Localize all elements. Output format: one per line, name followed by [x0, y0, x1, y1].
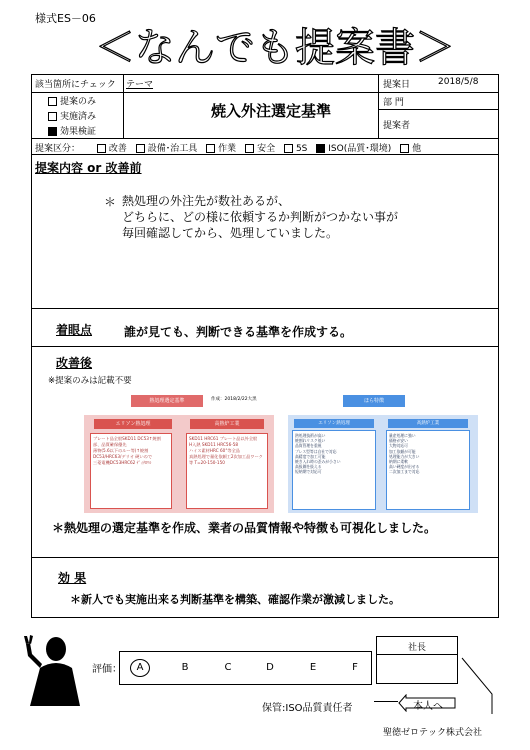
grade-d[interactable]: D [266, 662, 274, 673]
before-line: 毎回確認してから、処理していました。 [122, 226, 339, 240]
after-summary: ＊熱処理の選定基準を作成、業者の品質情報や特徴も可視化しました。 [52, 521, 437, 535]
category-work[interactable]: 作業 [206, 144, 236, 154]
after-note: ※提案のみは記載不要 [48, 376, 132, 386]
bullet-icon: ＊ [104, 195, 117, 209]
category-kaizen[interactable]: 改善 [97, 144, 127, 154]
checklist-item-implemented[interactable]: 実施済み [48, 109, 96, 122]
grade-f[interactable]: F [352, 662, 358, 673]
person-silhouette-icon [18, 634, 88, 706]
form-number: 様式ES－06 [35, 12, 96, 25]
col2-body: 量産処理に強い 価格が安い 大物対応可 加工依頼が可能 処理能力が大きい 納期に柔軟 高い硬度が出せる 二次加工まで対応 [386, 430, 470, 510]
col2-title: 高熱炉工業 [388, 419, 468, 428]
col2-body: SKD11 HRC61 プレート品以外全般 H入熱 SKD11 HRC56-58 ハイス素材HRC 60°等全品 真熱処理で量化依頼工2次加工品ワーク等 T=20-150-150 [186, 433, 268, 509]
evaluation-label: 評価： [92, 664, 122, 675]
col1-title: エリソン熱処理 [294, 419, 374, 428]
proposal-form [31, 74, 499, 618]
effect-heading: 効 果 [58, 571, 87, 585]
col2-title: 高熱炉工業 [190, 419, 264, 429]
checkbox-icon[interactable] [48, 97, 57, 106]
grade-b[interactable]: B [181, 662, 189, 673]
grade-e[interactable]: E [309, 662, 317, 673]
proposal-date: 2018/5/8 [438, 77, 479, 87]
proposal-subject: 焼入外注選定基準 [210, 102, 331, 120]
document-title-tab: ほら特徴 [343, 395, 405, 407]
department-label: 部 門 [383, 98, 404, 108]
before-line: 熱処理の外注先が数社あるが、 [122, 194, 291, 208]
col1-body: プレート品全般SKD11 DC53↑焼割部、品質確保優先 薄物(5.6以下のルー等)↑焼割 DC53/HRC63/デリオ 硬いので 三菱電機DC53HRC62 ﾃﾞｨﾃﾛﾘﾙ [90, 433, 172, 509]
features-document [288, 393, 478, 513]
category-5s[interactable]: 5S [284, 144, 307, 154]
col1-body: 熱処理技術が高い 焼割れリスク低い 品質管理を重視 プレス型等は自社で対応 高精度で加工可能 焼き入れ時の歪みが小さい 高級鋼を扱える 短納期で対応可 [292, 430, 376, 510]
proposer-label: 提案者 [383, 121, 411, 131]
document-date: 作成：2018/2/22大黒 [211, 397, 257, 402]
before-description [122, 193, 398, 241]
checklist-item-proposal-only[interactable]: 提案のみ [48, 94, 96, 107]
checklist-item-effect-verified[interactable]: 効果検証 [48, 124, 96, 137]
document-title [95, 18, 455, 74]
theme-label: テーマ [126, 80, 154, 90]
focus-heading: 着眼点 [56, 323, 93, 337]
svg-text:＜なんでも提案書＞: ＜なんでも提案書＞ [95, 25, 455, 71]
col1-title: エリソン熱処理 [94, 419, 172, 429]
document-title-tab: 熱処理選定基準 [131, 395, 203, 407]
return-label: 本人へ [413, 701, 443, 712]
category-safety[interactable]: 安全 [245, 144, 275, 154]
storage-note: 保管:ISO品質責任者 [262, 703, 353, 714]
after-heading: 改善後 [56, 356, 93, 370]
president-stamp-box [376, 636, 458, 684]
category-other[interactable]: 他 [400, 144, 421, 154]
proposal-date-label: 提案日 [383, 80, 411, 90]
before-line: どちらに、どの様に依頼するか判断がつかない事が [122, 210, 399, 224]
grade-a[interactable]: A [136, 662, 144, 673]
checkbox-checked-icon[interactable] [48, 127, 57, 136]
category-row [35, 141, 421, 154]
category-equipment[interactable]: 設備･治工具 [136, 144, 198, 154]
selection-criteria-document [84, 393, 274, 513]
category-iso[interactable]: ISO(品質･環境) [316, 144, 391, 154]
checklist-header: 該当箇所にチェック [35, 80, 116, 90]
checkbox-icon[interactable] [48, 112, 57, 121]
grade-c[interactable]: C [224, 662, 232, 673]
return-arrow-icon [458, 654, 498, 728]
evaluation-box [119, 651, 372, 685]
effect-text: ＊新人でも実施出来る判断基準を構築、確認作業が激減しました。 [70, 593, 400, 606]
before-heading: 提案内容 or 改善前 [35, 161, 142, 175]
focus-text: 誰が見ても、判断できる基準を作成する。 [124, 325, 353, 339]
category-label: 提案区分： [35, 144, 81, 154]
company-name: 聖徳ゼロテック株式会社 [383, 728, 483, 738]
president-label: 社長 [407, 643, 426, 653]
storage-arrow-line [374, 701, 398, 702]
